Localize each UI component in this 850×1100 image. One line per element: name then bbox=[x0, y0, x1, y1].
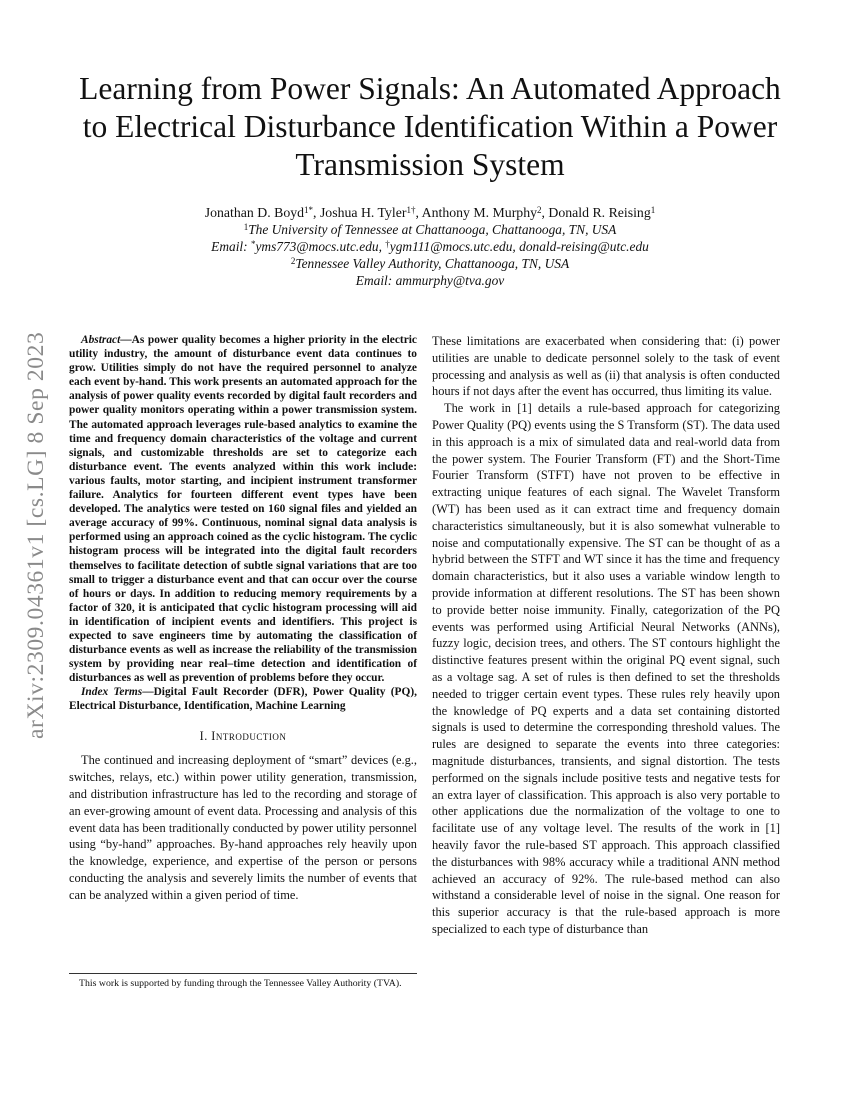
abstract: Abstract—As power quality becomes a higher priority in the electric utility industry, the amount of disturbance event data continues to grow. Utilities simply do not have the required personnel to analyze each event by-hand. This work presents an automated approach for the analysis of power quality events recorded by digital fault recorders and power quality monitors operating within a power transmission system. The automated approach leverages rule-based analytics to examine the time and frequency domain characteristics of the voltage and current signals, and customizable thresholds are set to categorize each disturbance event. The events analyzed within this work include: various faults, motor starting, and incipient instrument transformer failure. Analytics for fourteen different event types have been developed. The analytics were tested on 160 signal files and yielded an average accuracy of 99%. Continuous, nominal signal data analysis is performed using an approach coined as the cyclic histogram. The cyclic histogram process will be integrated into the digital fault recorders themselves to facilitate detection of subtle signal variations that are too small to trigger a disturbance event and that can occur over the course of hours or days. In addition to reducing memory requirements by a factor of 320, it is anticipated that cyclic histogram processing will aid in identification of incipient events and identifiers. This project is expected to save engineers time by automating the classification of disturbance events as well as increase the reliability of the transmission system by providing near real–time detection and identification of disturbances as well as prevention of problems before they occur. bbox=[69, 334, 417, 685]
affiliation-2: $^2$Tennessee Valley Authority, Chattanooga, TN, USA bbox=[290, 256, 570, 271]
email-line-1: Email: *yms773@mocs.utc.edu, †ygm111@mocs.utc.edu, donald-reising@utc.edu bbox=[211, 239, 649, 254]
email-line-2: Email: ammurphy@tva.gov bbox=[355, 273, 505, 288]
index-terms-label: Index Terms bbox=[81, 686, 143, 699]
body-paragraph: These limitations are exacerbated when considering that: (i) power utilities are unable to dedicate personnel solely to the task of event processing and analysis as well as (ii) that analysis is often conducted hours if not days after the event has occurred, thus limiting its value. bbox=[432, 334, 780, 399]
paper-title: Learning from Power Signals: An Automated Approach to Electrical Disturbance Identification Within a Power Transmission System bbox=[79, 71, 781, 182]
arxiv-watermark: arXiv:2309.04361v1 [cs.LG] 8 Sep 2023 bbox=[23, 331, 49, 739]
abstract-text: As power quality becomes a higher priority in the electric utility industry, the amount of disturbance event data continues to grow. Utilities simply do not have the required personnel to analyze each event by-hand. This work presents an automated approach for the analysis of power quality events recorded by digital fault recorders and power quality monitors operating within a power transmission system. The automated approach leverages rule-based analytics to examine the time and frequency domain characteristics of the voltage and current signals, and customizable thresholds are set to categorize each disturbance event. The events analyzed within this work include: various faults, motor starting, and incipient instrument transformer failure. Analytics for fourteen different event types have been developed. The analytics were tested on 160 signal files and yielded an average accuracy of 99%. Continuous, nominal signal data analysis is performed using an approach coined as the cyclic histogram. The cyclic histogram process will be integrated into the digital fault recorders themselves to facilitate detection of subtle signal variations that are too small to trigger a disturbance event and that can occur over the course of hours or days. In addition to reducing memory requirements by a factor of 320, it is anticipated that cyclic histogram processing will aid in identification of incipient events and identifiers. This project is expected to save engineers time by automating the classification of disturbance events as well as increase the reliability of the transmission system by providing near real–time detection and identification of disturbances as well as prevention of problems before they occur. bbox=[69, 334, 417, 685]
section-heading-introduction: I. Introduction bbox=[199, 728, 287, 743]
author-block bbox=[70, 204, 790, 289]
right-column bbox=[432, 333, 780, 938]
author-name: Joshua H. Tyler bbox=[319, 205, 407, 220]
index-terms-text: Digital Fault Recorder (DFR), Power Quality (PQ), Electrical Disturbance, Identification, Machine Learning bbox=[69, 686, 417, 713]
body-paragraph: The work in [1] details a rule-based approach for categorizing Power Quality (PQ) events using the S Transform (ST). The data used in this approach is a mix of simulated data and real-world data from the power system. The Fourier Transform (FT) and the Short-Time Fourier Transform (STFT) have not proven to be effective in extracting unique features of each signal. The Wavelet Transform (WT) has been used as it can extract time and frequency domain characteristics simultaneously, but it is also somewhat vulnerable to noise and computationally expensive. The ST can be thought of as a hybrid between the STFT and WT since it has the time and frequency domain characteristics, but it also uses a variable window length to provide information at different resolutions. The ST has been shown to provide better noise immunity. Finally, categorization of the PQ events was performed using Artificial Neural Networks (ANNs), fuzzy logic, decision trees, and others. The ST contours highlight the distinctive features present within the original PQ event signal, such as a voltage sag. A set of rules is then defined to set the thresholds needed to trigger certain event types. These rules rely heavily upon the knowledge of PQ experts and a data set containing distorted signals is used to determine the corresponding threshold values. The rules are designed to separate the events into three categories: magnitude disturbances, transients, and signal distortion. The tests performed on the signals include positive tests and negative tests for an extra layer of classification. This approach is also very portable to other applications due the normalization of the voltage to one to facilitate use of any voltage level. The results of the work in [1] heavily favor the rule-based ST approach. This approach classified the disturbances with 98% accuracy while a traditional ANN method achieved an accuracy of 92%. The rule-based method can also withstand a considerable level of noise in the signal. One reason for this superior accuracy is that the rule-based approach is more specialized to each type of disturbance than bbox=[432, 401, 780, 936]
author-name: Donald R. Reising bbox=[548, 205, 651, 220]
author-name: Jonathan D. Boyd bbox=[204, 205, 305, 220]
author-list: Jonathan D. Boyd$^{1*}$, Joshua H. Tyler$^{1\dagger}$, Anthony M. Murphy$^2$, Donald R. Reising$^1$ bbox=[204, 205, 656, 220]
abstract-label: Abstract bbox=[81, 334, 121, 346]
affiliation-1: $^1$The University of Tennessee at Chattanooga, Chattanooga, TN, USA bbox=[243, 222, 617, 237]
intro-paragraph-1: The continued and increasing deployment of “smart” devices (e.g., switches, relays, etc.) within power utility generation, transmission, and distribution infrastructure has led to the recording and storage of an ever-growing amount of event data. Processing and analysis of this event data has been traditionally conducted by power utility personnel using “by-hand” approaches. By-hand approaches rely heavily upon the knowledge, experience, and expertise of the person or persons conducting the analysis and severely limits the number of events that can be analyzed within a given period of time. bbox=[69, 753, 417, 902]
left-column bbox=[69, 333, 417, 904]
footnote: This work is supported by funding through the Tennessee Valley Authority (TVA). bbox=[69, 973, 417, 990]
author-name: Anthony M. Murphy bbox=[421, 205, 537, 220]
index-terms: Index Terms—Digital Fault Recorder (DFR), Power Quality (PQ), Electrical Disturbance, Identification, Machine Learning bbox=[69, 686, 417, 713]
